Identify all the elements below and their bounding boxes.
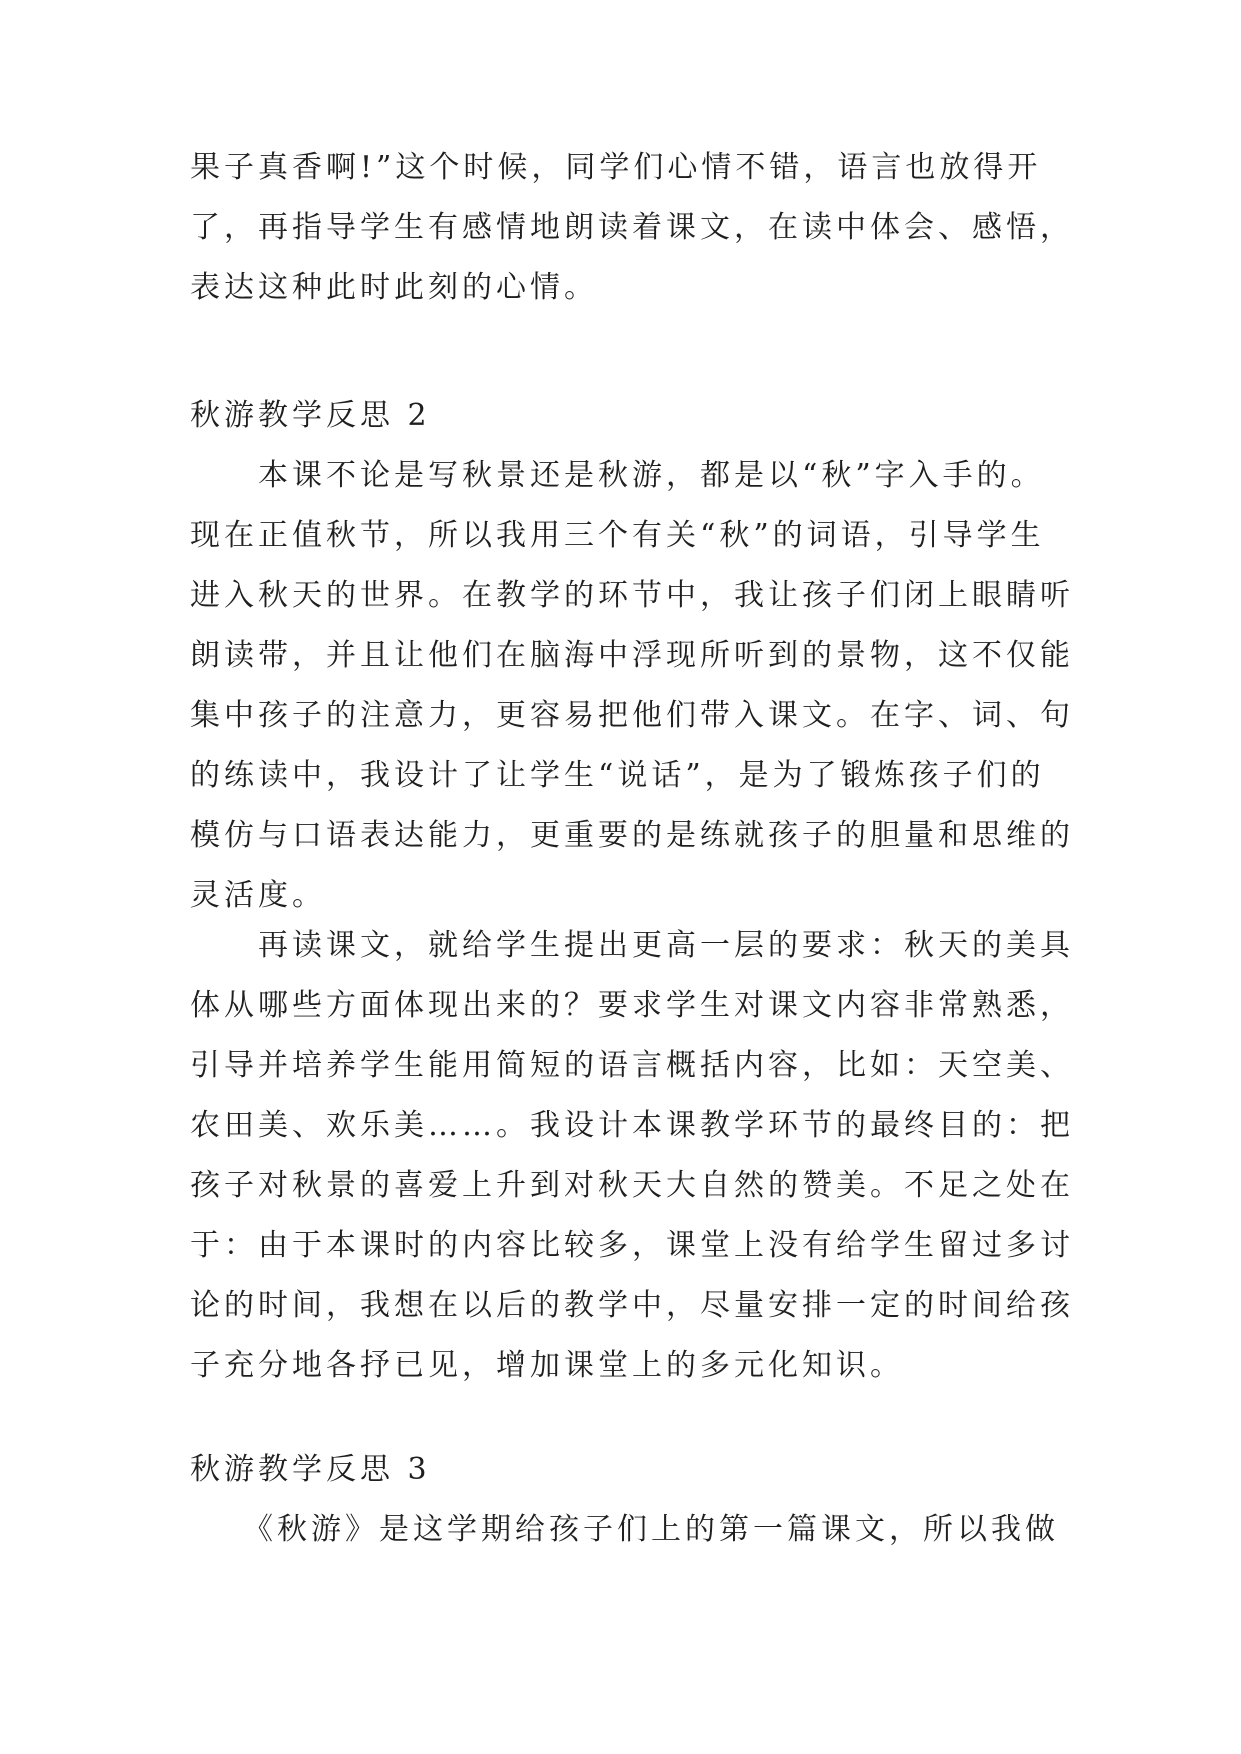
text-line: 灵活度。 — [190, 878, 326, 913]
text-line: 表达这种此时此刻的心情。 — [190, 270, 598, 305]
text-line: 进入秋天的世界。在教学的环节中，我让孩子们闭上眼睛听 — [190, 578, 1074, 613]
text-line: 农田美、欢乐美……。我设计本课教学环节的最终目的：把 — [190, 1108, 1074, 1143]
section-title: 秋游教学反思 2 — [190, 398, 431, 433]
text-line: 《秋游》是这学期给孩子们上的第一篇课文，所以我做 — [190, 1512, 1059, 1547]
text-line: 再读课文，就给学生提出更高一层的要求：秋天的美具 — [190, 928, 1074, 963]
text-line: 本课不论是写秋景还是秋游，都是以“秋”字入手的。 — [190, 458, 1045, 493]
section3-paragraph-1 — [190, 1500, 1059, 1560]
text-line: 子充分地各抒已见，增加课堂上的多元化知识。 — [190, 1348, 904, 1383]
text-line: 模仿与口语表达能力，更重要的是练就孩子的胆量和思维的 — [190, 818, 1074, 853]
text-line: 朗读带，并且让他们在脑海中浮现所听到的景物，这不仅能 — [190, 638, 1074, 673]
text-line: 集中孩子的注意力，更容易把他们带入课文。在字、词、句 — [190, 698, 1074, 733]
section2-paragraph-1 — [190, 446, 1074, 926]
text-line: 体从哪些方面体现出来的？要求学生对课文内容非常熟悉， — [190, 988, 1074, 1023]
section-heading-2 — [190, 386, 1050, 446]
text-line: 于：由于本课时的内容比较多，课堂上没有给学生留过多讨 — [190, 1228, 1074, 1263]
text-line: 了，再指导学生有感情地朗读着课文，在读中体会、感悟， — [190, 210, 1074, 245]
section2-paragraph-2 — [190, 916, 1074, 1396]
text-line: 的练读中，我设计了让学生“说话”，是为了锻炼孩子们的 — [190, 758, 1045, 793]
intro-paragraph — [190, 138, 1074, 318]
text-line: 孩子对秋景的喜爱上升到对秋天大自然的赞美。不足之处在 — [190, 1168, 1074, 1203]
text-line: 论的时间，我想在以后的教学中，尽量安排一定的时间给孩 — [190, 1288, 1074, 1323]
section-heading-3 — [190, 1440, 1050, 1500]
text-line: 现在正值秋节，所以我用三个有关“秋”的词语，引导学生 — [190, 518, 1045, 553]
text-line: 果子真香啊!”这个时候，同学们心情不错，语言也放得开 — [190, 150, 1042, 185]
text-line: 引导并培养学生能用简短的语言概括内容，比如：天空美、 — [190, 1048, 1074, 1083]
section-title: 秋游教学反思 3 — [190, 1452, 431, 1487]
